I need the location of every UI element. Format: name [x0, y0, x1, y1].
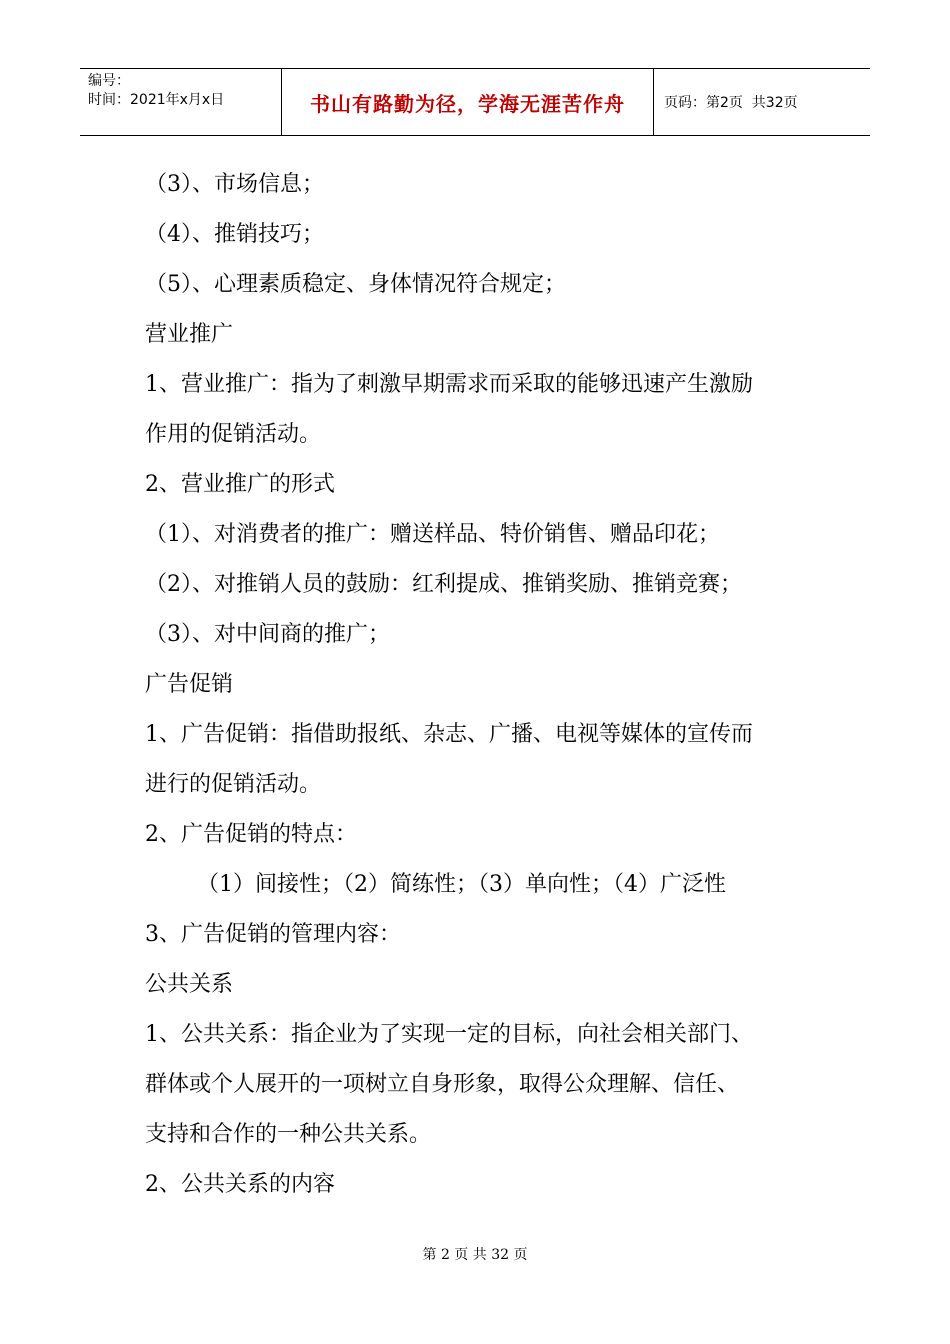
- body-line: 作用的促销活动。: [145, 422, 322, 447]
- document-number-label: 编号：: [88, 73, 130, 89]
- body-line: 1、广告促销：指借助报纸、杂志、广播、电视等媒体的宣传而: [145, 722, 753, 747]
- body-line: 1、营业推广：指为了刺激早期需求而采取的能够迅速产生激励: [145, 372, 753, 397]
- page-header: [80, 68, 870, 136]
- section-heading: 公共关系: [145, 972, 234, 997]
- body-line: 3、广告促销的管理内容：: [145, 922, 401, 947]
- body-line: （1）间接性；（2）简练性；（3）单向性；（4）广泛性: [197, 872, 726, 897]
- body-line: （5）、心理素质稳定、身体情况符合规定；: [145, 272, 566, 297]
- body-line: 1、公共关系：指企业为了实现一定的目标，向社会相关部门、: [145, 1022, 753, 1047]
- body-line: 支持和合作的一种公共关系。: [145, 1122, 432, 1147]
- page-footer: 第 2 页 共 32 页: [422, 1247, 528, 1263]
- header-motto: 书山有路勤为径，学海无涯苦作舟: [282, 69, 654, 135]
- body-line: 2、广告促销的特点：: [145, 822, 357, 847]
- body-line: （1）、对消费者的推广：赠送样品、特价销售、赠品印花；: [145, 522, 720, 547]
- header-meta-cell: [80, 69, 282, 135]
- body-line: 群体或个人展开的一项树立自身形象，取得公众理解、信任、: [145, 1072, 740, 1097]
- document-body: [145, 160, 825, 1210]
- body-line: （3）、对中间商的推广；: [145, 622, 390, 647]
- body-line: （2）、对推销人员的鼓励：红利提成、推销奖励、推销竞赛；: [145, 572, 742, 597]
- section-heading: 营业推广: [145, 322, 234, 347]
- body-line: 2、公共关系的内容: [145, 1172, 335, 1197]
- document-date: 时间：2021年x月x日: [88, 92, 225, 108]
- body-line: （4）、推销技巧；: [145, 222, 324, 247]
- header-page-info: 页码：第2页 共32页: [664, 95, 798, 111]
- section-heading: 广告促销: [145, 672, 234, 697]
- body-line: （3）、市场信息；: [145, 172, 324, 197]
- body-line: 进行的促销活动。: [145, 772, 322, 797]
- body-line: 2、营业推广的形式: [145, 472, 335, 497]
